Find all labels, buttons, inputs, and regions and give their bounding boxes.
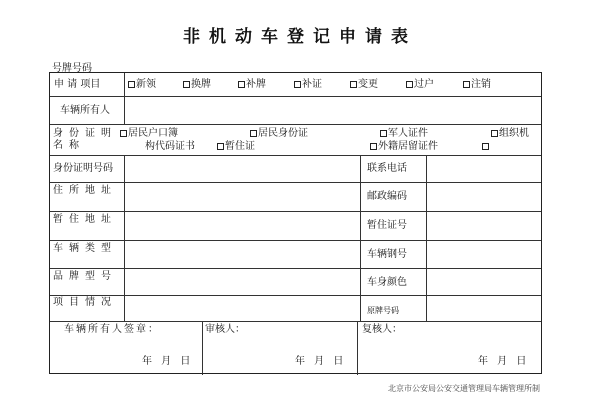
reviewer-cell[interactable] — [202, 322, 357, 375]
re-reviewer-cell[interactable] — [357, 322, 541, 375]
temp-permit-label: 暂住证号 — [360, 212, 426, 240]
checkbox-icon — [482, 143, 489, 150]
id-number-field[interactable] — [124, 156, 360, 182]
option-new[interactable]: 新领 — [128, 79, 156, 91]
id-doc-label-line1: 身份证明 — [53, 128, 117, 139]
checkbox-icon — [406, 81, 413, 88]
option-extra[interactable] — [482, 141, 490, 153]
re-reviewer-label: 复核人： — [362, 324, 402, 335]
checkbox-icon — [350, 81, 357, 88]
vehicle-type-label: 车辆类型 — [53, 243, 117, 254]
checkbox-icon — [217, 143, 224, 150]
option-transfer[interactable]: 过户 — [406, 79, 434, 91]
postal-code-field[interactable] — [426, 183, 541, 211]
id-number-label: 身份证明号码 — [53, 163, 113, 174]
owner-sign-label: 车辆所有人签章： — [64, 324, 160, 335]
checkbox-icon — [463, 81, 470, 88]
checkbox-icon — [183, 81, 190, 88]
brand-model-field[interactable] — [124, 269, 360, 295]
body-color-label: 车身颜色 — [360, 269, 426, 295]
address-row — [50, 183, 541, 212]
checkbox-icon — [128, 81, 135, 88]
id-doc-label-line2: 名称 — [53, 140, 85, 151]
project-status-row — [50, 296, 541, 322]
owner-row — [50, 97, 541, 125]
option-cancel[interactable]: 注销 — [463, 79, 491, 91]
steel-seal-label: 车辆钢号 — [360, 241, 426, 268]
option-resident-id[interactable]: 居民身份证 — [250, 128, 308, 140]
owner-field[interactable] — [124, 97, 541, 124]
option-replace-plate[interactable]: 换牌 — [183, 79, 211, 91]
temp-address-row — [50, 212, 541, 241]
checkbox-icon — [238, 81, 245, 88]
phone-field[interactable] — [426, 156, 541, 182]
issuer-footer: 北京市公安局公安交通管理局车辆管理所制 — [388, 384, 540, 393]
body-color-field[interactable] — [426, 269, 541, 295]
option-org-code-cont: 构代码证书 — [145, 141, 195, 152]
reviewer-label: 审核人： — [205, 324, 245, 335]
reviewer-date: 年 月 日 — [295, 356, 347, 367]
address-label: 住所地址 — [53, 185, 117, 196]
application-item-label: 申 请 项目 — [54, 79, 101, 90]
temp-address-label: 暂住地址 — [53, 214, 117, 225]
vehicle-type-field[interactable] — [124, 241, 360, 268]
signature-row — [50, 322, 541, 375]
option-change[interactable]: 变更 — [350, 79, 378, 91]
owner-sign-date: 年 月 日 — [142, 356, 194, 367]
brand-model-row — [50, 269, 541, 296]
checkbox-icon — [294, 81, 301, 88]
brand-model-label: 品牌型号 — [53, 271, 117, 282]
registration-form — [49, 72, 542, 374]
checkbox-icon — [120, 130, 127, 137]
owner-sign-cell[interactable] — [50, 322, 202, 375]
option-reissue-plate[interactable]: 补牌 — [238, 79, 266, 91]
phone-label: 联系电话 — [360, 156, 426, 182]
plate-number-label: 号牌号码 — [52, 63, 92, 74]
option-org-code[interactable]: 组织机 — [491, 128, 529, 140]
option-foreign-residence[interactable]: 外籍居留证件 — [370, 141, 438, 153]
option-temp-residence[interactable]: 暂住证 — [217, 141, 255, 153]
option-reissue-cert[interactable]: 补证 — [294, 79, 322, 91]
checkbox-icon — [370, 143, 377, 150]
motor-no-label: 原牌号码 — [360, 296, 426, 321]
id-doc-row — [50, 125, 541, 156]
option-military-id[interactable]: 军人证件 — [380, 128, 428, 140]
postal-code-label: 邮政编码 — [360, 183, 426, 211]
checkbox-icon — [491, 130, 498, 137]
application-item-row — [50, 73, 541, 97]
project-status-field[interactable] — [124, 296, 360, 321]
re-reviewer-date: 年 月 日 — [478, 356, 530, 367]
address-field[interactable] — [124, 183, 360, 211]
checkbox-icon — [380, 130, 387, 137]
form-title: 非机动车登记申请表 — [183, 27, 417, 47]
owner-label: 车辆所有人 — [60, 105, 110, 116]
option-household-register[interactable]: 居民户口簿 — [120, 128, 178, 140]
project-status-label: 项目情况 — [53, 297, 117, 308]
checkbox-icon — [250, 130, 257, 137]
vehicle-type-row — [50, 241, 541, 269]
id-number-row — [50, 156, 541, 183]
steel-seal-field[interactable] — [426, 241, 541, 268]
motor-no-field[interactable] — [426, 296, 541, 321]
temp-address-field[interactable] — [124, 212, 360, 240]
temp-permit-field[interactable] — [426, 212, 541, 240]
